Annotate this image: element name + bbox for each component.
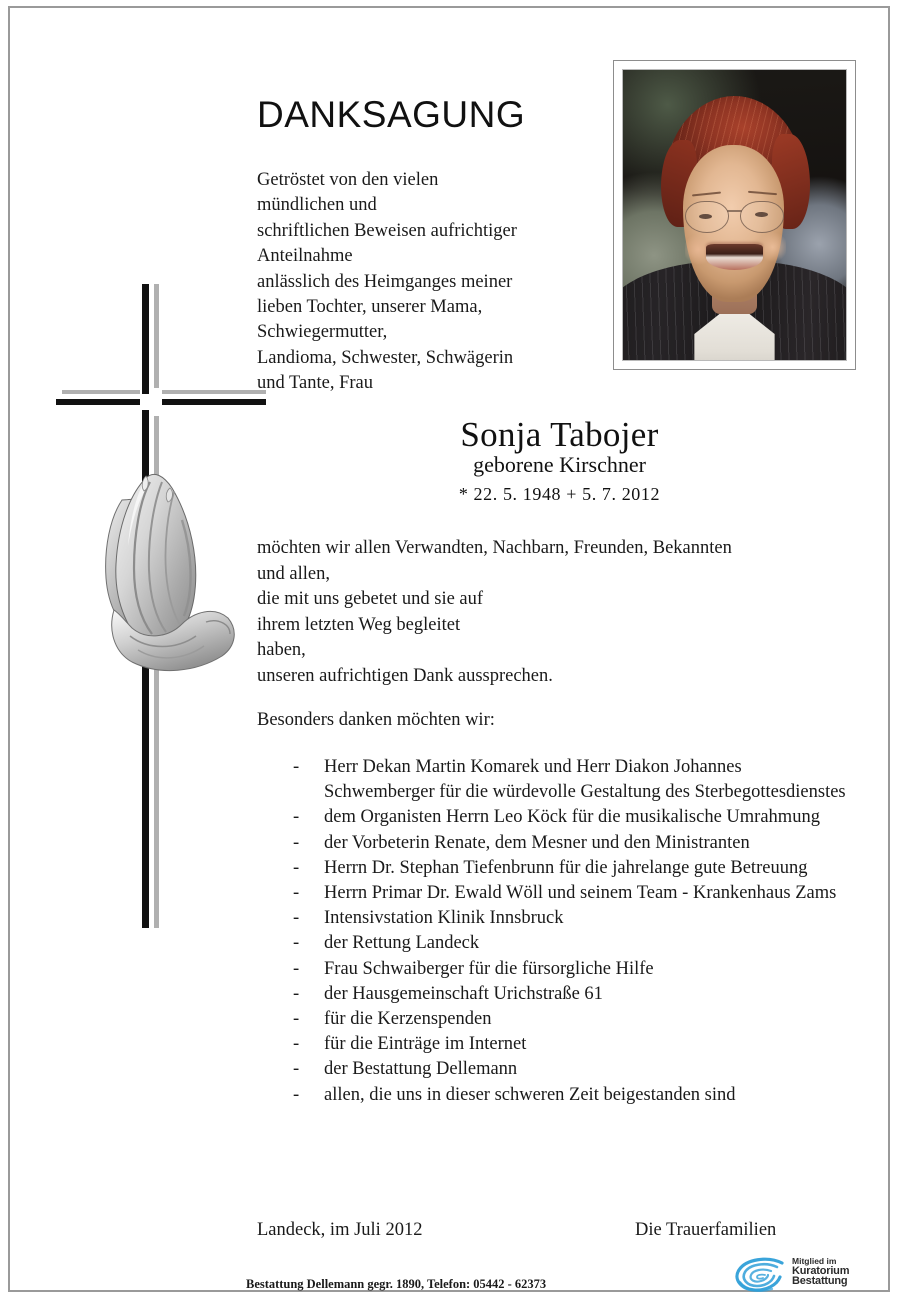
list-item-text: der Rettung Landeck <box>324 933 480 954</box>
kuratorium-logo-text <box>792 1256 876 1286</box>
intro-line: schriftlichen Beweisen aufrichtiger <box>257 220 517 241</box>
list-item-text: dem Organisten Herrn Leo Köck für die musikalische Umrahmung <box>324 807 820 828</box>
bullet-dash: - <box>293 983 300 1004</box>
body-line: möchten wir allen Verwandten, Nachbarn, Freunden, Bekannten <box>257 538 732 558</box>
deceased-dates: * 22. 5. 1948 + 5. 7. 2012 <box>458 484 661 504</box>
list-item-text: Frau Schwaiberger für die fürsorgliche Hilfe <box>324 958 654 979</box>
list-item <box>288 1007 848 1032</box>
kuratorium-line2: Kuratorium Bestattung <box>792 1265 850 1287</box>
signoff-place-date: Landeck, im Juli 2012 <box>257 1220 423 1240</box>
body-line: haben, <box>257 640 306 661</box>
portrait-photo <box>622 69 847 361</box>
photo-smile <box>706 244 764 270</box>
list-item <box>288 881 848 906</box>
list-item <box>288 755 848 805</box>
thanks-list <box>288 755 848 1108</box>
deceased-maiden-name: geborene Kirschner <box>473 452 646 477</box>
intro-line: mündlichen und <box>257 195 377 216</box>
bullet-dash: - <box>293 883 300 904</box>
bullet-dash: - <box>293 908 300 929</box>
kuratorium-logo <box>732 1252 874 1296</box>
deceased-name: Sonja Tabojer <box>460 415 659 454</box>
body-line: die mit uns gebetet und sie auf <box>257 589 484 610</box>
intro-line: Schwiegermutter, <box>257 322 388 343</box>
list-item-text: für die Einträge im Internet <box>324 1034 527 1055</box>
list-item <box>288 831 848 856</box>
portrait-photo-frame <box>613 60 856 370</box>
list-item-text: Herrn Dr. Stephan Tiefenbrunn für die jahrelange gute Betreuung <box>324 857 808 878</box>
list-item <box>288 906 848 931</box>
page-title: DANKSAGUNG <box>257 94 526 135</box>
list-item <box>288 1032 848 1057</box>
list-item <box>288 1057 848 1082</box>
intro-line: Anteilnahme <box>257 246 353 267</box>
praying-hands-icon <box>86 460 246 685</box>
photo-glasses-lens-right <box>740 201 783 233</box>
photo-glasses <box>685 201 783 231</box>
bullet-dash: - <box>293 757 300 777</box>
bullet-dash: - <box>293 958 300 979</box>
list-item <box>288 856 848 881</box>
list-item-text: allen, die uns in dieser schweren Zeit beigestanden sind <box>324 1084 736 1105</box>
cross-horizontal-left-light <box>62 390 140 394</box>
kuratorium-line1: Mitglied im <box>792 1256 837 1266</box>
body-line: unseren aufrichtigen Dank aussprechen. <box>257 665 553 686</box>
list-item <box>288 1083 848 1108</box>
cross-horizontal-left-dark <box>56 399 140 405</box>
photo-cheek-right <box>759 230 786 265</box>
cross-vertical-upper-dark <box>142 284 149 394</box>
body-text <box>257 536 877 690</box>
list-item <box>288 982 848 1007</box>
footer-imprint: Bestattung Dellemann gegr. 1890, Telefon: 05442 - 62373 <box>246 1276 547 1291</box>
list-item <box>288 957 848 982</box>
bullet-dash: - <box>293 807 300 828</box>
intro-line: Landioma, Schwester, Schwägerin <box>257 347 514 368</box>
bullet-dash: - <box>293 1084 300 1105</box>
bullet-dash: - <box>293 1034 300 1055</box>
intro-line: und Tante, Frau <box>257 373 374 394</box>
list-item-text: der Bestattung Dellemann <box>324 1059 518 1080</box>
thanks-intro: Besonders danken möchten wir: <box>257 710 495 730</box>
bullet-dash: - <box>293 1059 300 1080</box>
page-sheet <box>8 6 890 1292</box>
bullet-dash: - <box>293 832 300 853</box>
swirl-icon <box>732 1254 794 1294</box>
body-line: ihrem letzten Weg begleitet <box>257 614 461 635</box>
list-item-text: Herr Dekan Martin Komarek und Herr Diakon Johannes Schwemberger für die würdevolle Gestaltung des Sterbegottesdienstes <box>324 757 846 803</box>
photo-glasses-lens-left <box>685 201 728 233</box>
list-item <box>288 931 848 956</box>
list-item-text: für die Kerzenspenden <box>324 1009 492 1030</box>
cross-vertical-upper-light <box>154 284 159 388</box>
body-line: und allen, <box>257 563 330 584</box>
list-item-text: der Hausgemeinschaft Urichstraße 61 <box>324 983 603 1004</box>
signoff-families: Die Trauerfamilien <box>635 1220 777 1240</box>
list-item <box>288 805 848 830</box>
intro-line: lieben Tochter, unserer Mama, <box>257 297 483 318</box>
bullet-dash: - <box>293 1009 300 1030</box>
list-item-text: Herrn Primar Dr. Ewald Wöll und seinem Team - Krankenhaus Zams <box>324 883 837 904</box>
cross-horizontal-right-light <box>162 390 266 394</box>
list-item-text: Intensivstation Klinik Innsbruck <box>324 908 564 929</box>
intro-line: Getröstet von den vielen <box>257 170 439 190</box>
list-item-text: der Vorbeterin Renate, dem Mesner und den Ministranten <box>324 832 750 853</box>
intro-line: anlässlich des Heimganges meiner <box>257 271 513 292</box>
bullet-dash: - <box>293 933 300 954</box>
intro-text <box>257 168 587 397</box>
cross-horizontal-right-dark <box>162 399 266 405</box>
bullet-dash: - <box>293 857 300 878</box>
deceased-name-block <box>257 416 862 506</box>
